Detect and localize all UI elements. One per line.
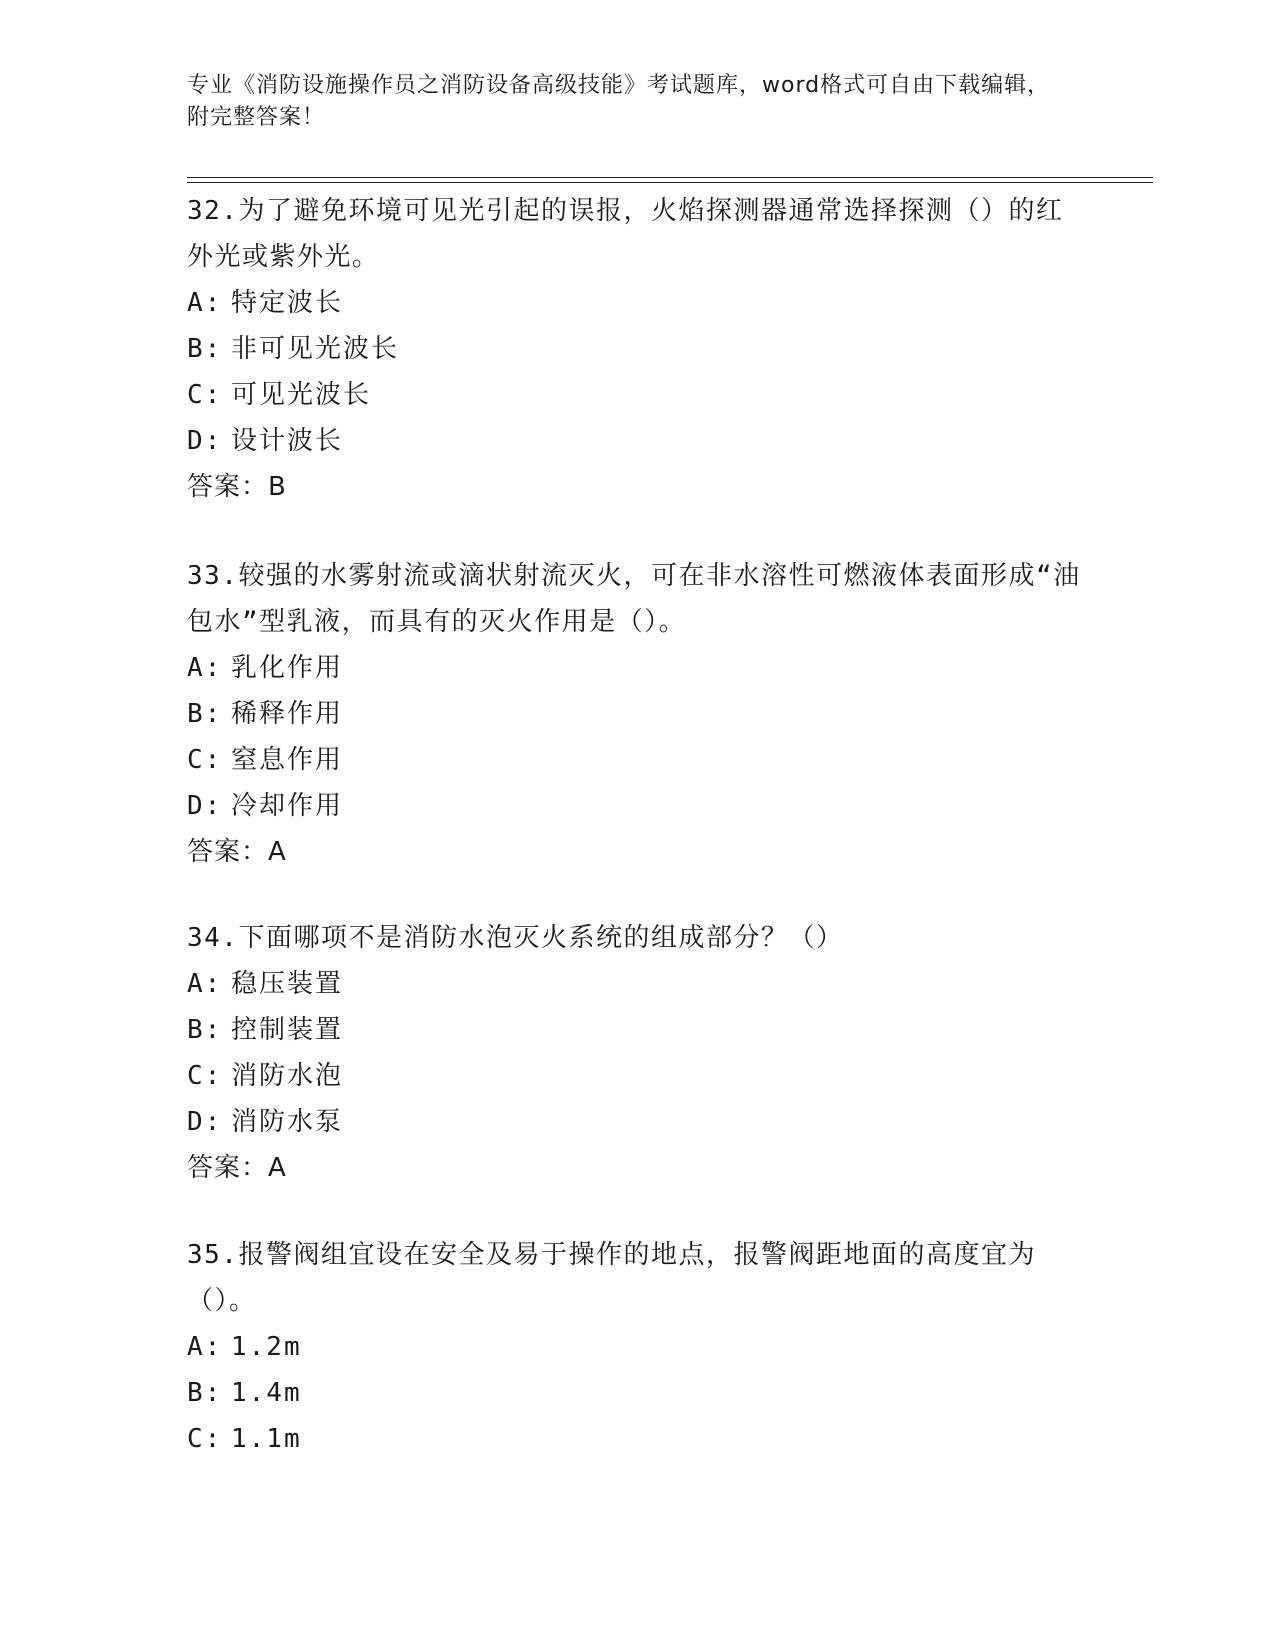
option-a [187, 1324, 1087, 1370]
option-text: 可见光波长 [231, 380, 372, 410]
option-text: 设计波长 [231, 426, 344, 456]
option-a [187, 645, 1087, 691]
option-a [187, 961, 1087, 1007]
option-letter: D: [187, 791, 223, 821]
option-letter: A: [187, 288, 223, 318]
option-c [187, 1416, 1087, 1462]
option-text: 1.1m [231, 1424, 302, 1454]
option-text: 非可见光波长 [231, 334, 400, 364]
option-d [187, 783, 1087, 829]
option-text: 冷却作用 [231, 791, 344, 821]
option-b [187, 1007, 1087, 1053]
answer-line: 答案：A [187, 1153, 287, 1183]
option-letter: C: [187, 745, 223, 775]
question-stem: 33.较强的水雾射流或滴状射流灭火，可在非水溶性可燃液体表面形成“油包水”型乳液，而具有的灭火作用是（）。 [187, 561, 1081, 637]
option-text: 稀释作用 [231, 699, 344, 729]
option-text: 1.2m [231, 1332, 302, 1362]
header-divider-bottom [187, 182, 1153, 183]
option-c [187, 737, 1087, 783]
option-a [187, 280, 1087, 326]
option-letter: D: [187, 1107, 223, 1137]
option-d [187, 418, 1087, 464]
question-stem: 35.报警阀组宜设在安全及易于操作的地点，报警阀距地面的高度宜为（）。 [187, 1240, 1036, 1316]
question-stem: 34.下面哪项不是消防水泡灭火系统的组成部分？（） [187, 923, 844, 953]
option-b [187, 1370, 1087, 1416]
option-letter: A: [187, 653, 223, 683]
option-b [187, 326, 1087, 372]
document-header [187, 70, 1067, 134]
option-text: 乳化作用 [231, 653, 344, 683]
header-intro-text: 专业《消防设施操作员之消防设备高级技能》考试题库，word格式可自由下载编辑，附完整答案！ [187, 73, 1051, 130]
question-33 [187, 553, 1087, 875]
option-text: 特定波长 [231, 288, 344, 318]
option-letter: B: [187, 1015, 223, 1045]
option-b [187, 691, 1087, 737]
option-letter: B: [187, 1378, 223, 1408]
option-letter: D: [187, 426, 223, 456]
question-34 [187, 915, 1087, 1191]
option-text: 消防水泵 [231, 1107, 344, 1137]
option-letter: B: [187, 699, 223, 729]
option-letter: A: [187, 1332, 223, 1362]
option-letter: A: [187, 969, 223, 999]
option-letter: B: [187, 334, 223, 364]
option-letter: C: [187, 1061, 223, 1091]
option-text: 1.4m [231, 1378, 302, 1408]
option-text: 控制装置 [231, 1015, 344, 1045]
header-divider-top [187, 177, 1153, 178]
answer-line: 答案：B [187, 472, 287, 502]
option-text: 消防水泡 [231, 1061, 344, 1091]
option-text: 窒息作用 [231, 745, 344, 775]
option-letter: C: [187, 380, 223, 410]
question-32 [187, 188, 1087, 510]
option-c [187, 1053, 1087, 1099]
question-35 [187, 1232, 1087, 1462]
option-c [187, 372, 1087, 418]
answer-line: 答案：A [187, 837, 287, 867]
option-text: 稳压装置 [231, 969, 344, 999]
option-letter: C: [187, 1424, 223, 1454]
option-d [187, 1099, 1087, 1145]
question-stem: 32.为了避免环境可见光引起的误报，火焰探测器通常选择探测（）的红外光或紫外光。 [187, 196, 1064, 272]
